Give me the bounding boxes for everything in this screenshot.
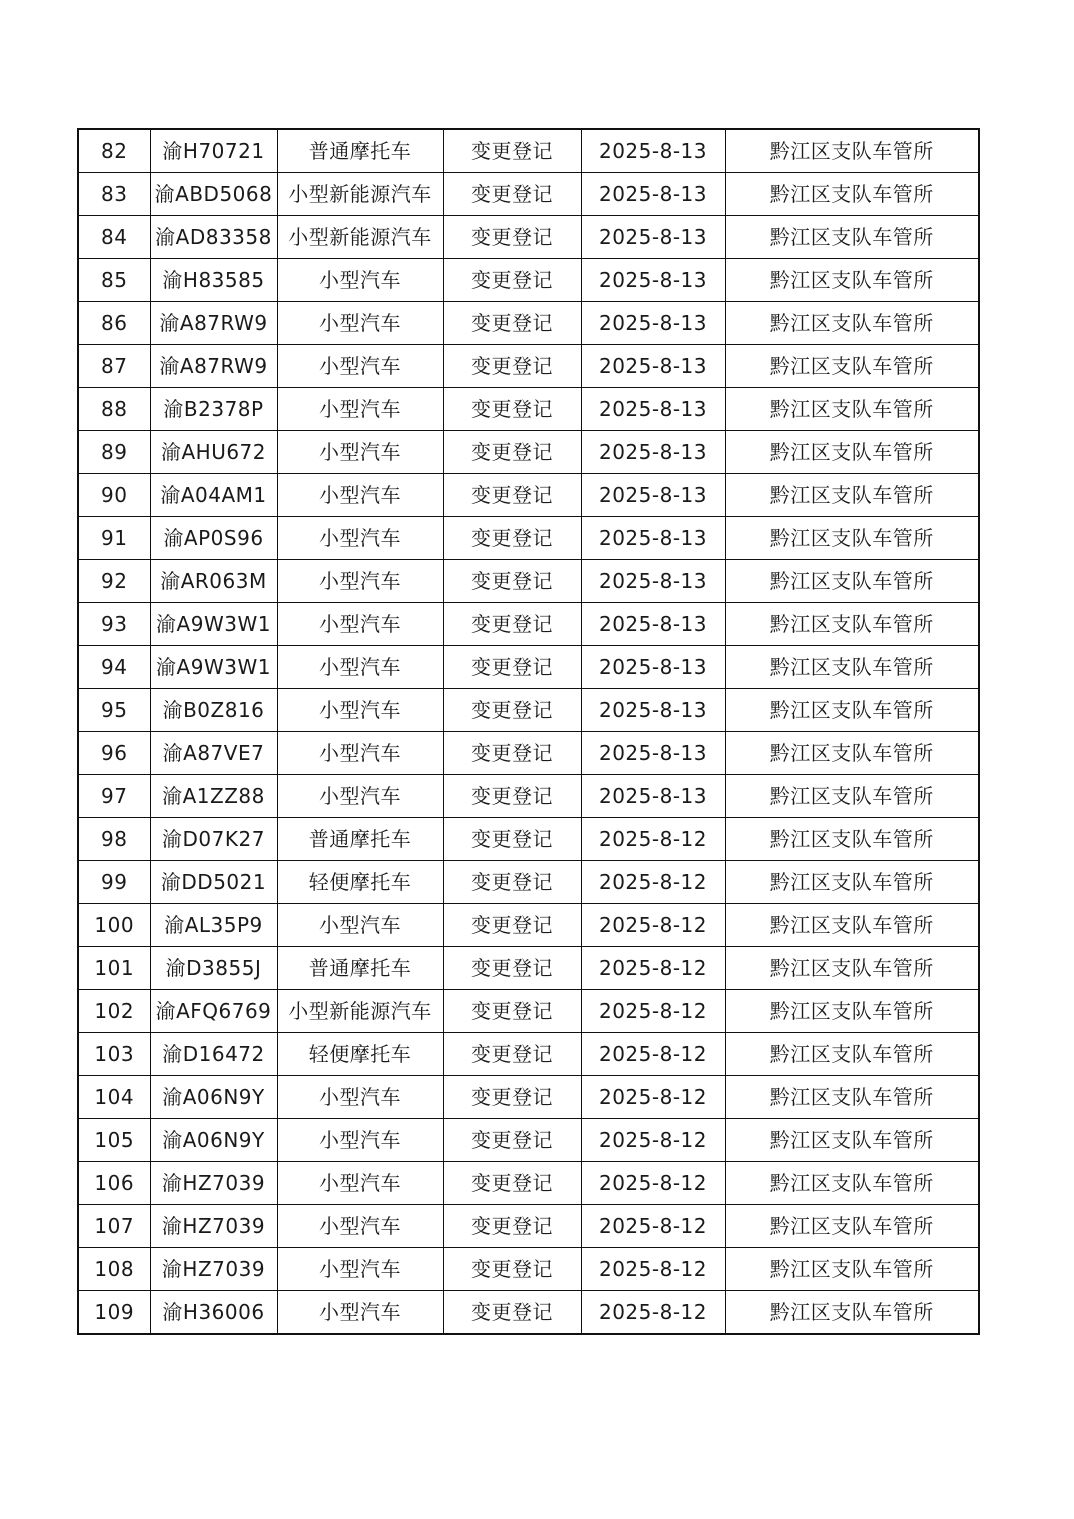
table-body — [78, 129, 979, 1334]
date-cell: 2025-8-12 — [581, 1205, 725, 1248]
office-cell: 黔江区支队车管所 — [725, 1205, 979, 1248]
plate-number-cell: 渝AR063M — [150, 560, 277, 603]
plate-number-cell: 渝H36006 — [150, 1291, 277, 1335]
business-type-cell: 变更登记 — [443, 775, 581, 818]
vehicle-type-cell: 普通摩托车 — [277, 818, 443, 861]
plate-number-cell: 渝A1ZZ88 — [150, 775, 277, 818]
date-cell: 2025-8-13 — [581, 129, 725, 173]
row-number-cell: 87 — [78, 345, 150, 388]
date-cell: 2025-8-13 — [581, 560, 725, 603]
business-type-cell: 变更登记 — [443, 216, 581, 259]
vehicle-type-cell: 小型汽车 — [277, 517, 443, 560]
vehicle-type-cell: 小型汽车 — [277, 1205, 443, 1248]
date-cell: 2025-8-12 — [581, 1076, 725, 1119]
row-number-cell: 99 — [78, 861, 150, 904]
table-row — [78, 474, 979, 517]
office-cell: 黔江区支队车管所 — [725, 732, 979, 775]
date-cell: 2025-8-13 — [581, 259, 725, 302]
vehicle-type-cell: 小型汽车 — [277, 1291, 443, 1335]
row-number-cell: 97 — [78, 775, 150, 818]
date-cell: 2025-8-13 — [581, 345, 725, 388]
business-type-cell: 变更登记 — [443, 818, 581, 861]
plate-number-cell: 渝AFQ6769 — [150, 990, 277, 1033]
table-row — [78, 517, 979, 560]
business-type-cell: 变更登记 — [443, 302, 581, 345]
office-cell: 黔江区支队车管所 — [725, 1162, 979, 1205]
office-cell: 黔江区支队车管所 — [725, 173, 979, 216]
office-cell: 黔江区支队车管所 — [725, 129, 979, 173]
date-cell: 2025-8-12 — [581, 904, 725, 947]
table-row — [78, 689, 979, 732]
table-row — [78, 1162, 979, 1205]
vehicle-type-cell: 小型汽车 — [277, 474, 443, 517]
office-cell: 黔江区支队车管所 — [725, 775, 979, 818]
business-type-cell: 变更登记 — [443, 1076, 581, 1119]
table-row — [78, 1076, 979, 1119]
office-cell: 黔江区支队车管所 — [725, 345, 979, 388]
table-row — [78, 259, 979, 302]
table-row — [78, 775, 979, 818]
business-type-cell: 变更登记 — [443, 259, 581, 302]
table-row — [78, 732, 979, 775]
date-cell: 2025-8-13 — [581, 388, 725, 431]
row-number-cell: 105 — [78, 1119, 150, 1162]
row-number-cell: 103 — [78, 1033, 150, 1076]
business-type-cell: 变更登记 — [443, 1033, 581, 1076]
business-type-cell: 变更登记 — [443, 345, 581, 388]
date-cell: 2025-8-13 — [581, 431, 725, 474]
row-number-cell: 108 — [78, 1248, 150, 1291]
office-cell: 黔江区支队车管所 — [725, 947, 979, 990]
table-row — [78, 1248, 979, 1291]
business-type-cell: 变更登记 — [443, 560, 581, 603]
plate-number-cell: 渝D07K27 — [150, 818, 277, 861]
plate-number-cell: 渝AL35P9 — [150, 904, 277, 947]
row-number-cell: 91 — [78, 517, 150, 560]
business-type-cell: 变更登记 — [443, 431, 581, 474]
plate-number-cell: 渝A87RW9 — [150, 345, 277, 388]
business-type-cell: 变更登记 — [443, 1291, 581, 1335]
business-type-cell: 变更登记 — [443, 1119, 581, 1162]
date-cell: 2025-8-13 — [581, 775, 725, 818]
plate-number-cell: 渝A06N9Y — [150, 1119, 277, 1162]
plate-number-cell: 渝D3855J — [150, 947, 277, 990]
vehicle-type-cell: 小型汽车 — [277, 1162, 443, 1205]
date-cell: 2025-8-13 — [581, 646, 725, 689]
row-number-cell: 107 — [78, 1205, 150, 1248]
vehicle-type-cell: 小型汽车 — [277, 1119, 443, 1162]
vehicle-type-cell: 小型汽车 — [277, 603, 443, 646]
business-type-cell: 变更登记 — [443, 173, 581, 216]
plate-number-cell: 渝A06N9Y — [150, 1076, 277, 1119]
row-number-cell: 101 — [78, 947, 150, 990]
vehicle-type-cell: 小型汽车 — [277, 732, 443, 775]
office-cell: 黔江区支队车管所 — [725, 302, 979, 345]
vehicle-type-cell: 普通摩托车 — [277, 129, 443, 173]
office-cell: 黔江区支队车管所 — [725, 517, 979, 560]
vehicle-type-cell: 小型汽车 — [277, 775, 443, 818]
office-cell: 黔江区支队车管所 — [725, 259, 979, 302]
table-row — [78, 646, 979, 689]
office-cell: 黔江区支队车管所 — [725, 990, 979, 1033]
table-row — [78, 431, 979, 474]
vehicle-type-cell: 轻便摩托车 — [277, 861, 443, 904]
office-cell: 黔江区支队车管所 — [725, 1076, 979, 1119]
plate-number-cell: 渝DD5021 — [150, 861, 277, 904]
table-row — [78, 990, 979, 1033]
office-cell: 黔江区支队车管所 — [725, 603, 979, 646]
business-type-cell: 变更登记 — [443, 732, 581, 775]
row-number-cell: 95 — [78, 689, 150, 732]
row-number-cell: 93 — [78, 603, 150, 646]
table-row — [78, 388, 979, 431]
date-cell: 2025-8-12 — [581, 818, 725, 861]
date-cell: 2025-8-13 — [581, 173, 725, 216]
row-number-cell: 89 — [78, 431, 150, 474]
table-row — [78, 1119, 979, 1162]
office-cell: 黔江区支队车管所 — [725, 818, 979, 861]
date-cell: 2025-8-12 — [581, 947, 725, 990]
business-type-cell: 变更登记 — [443, 603, 581, 646]
plate-number-cell: 渝HZ7039 — [150, 1248, 277, 1291]
plate-number-cell: 渝HZ7039 — [150, 1162, 277, 1205]
date-cell: 2025-8-12 — [581, 1033, 725, 1076]
date-cell: 2025-8-13 — [581, 517, 725, 560]
row-number-cell: 85 — [78, 259, 150, 302]
date-cell: 2025-8-13 — [581, 603, 725, 646]
date-cell: 2025-8-13 — [581, 302, 725, 345]
date-cell: 2025-8-12 — [581, 1291, 725, 1335]
date-cell: 2025-8-13 — [581, 689, 725, 732]
vehicle-type-cell: 小型汽车 — [277, 1248, 443, 1291]
date-cell: 2025-8-12 — [581, 1162, 725, 1205]
business-type-cell: 变更登记 — [443, 1248, 581, 1291]
vehicle-type-cell: 轻便摩托车 — [277, 1033, 443, 1076]
plate-number-cell: 渝A04AM1 — [150, 474, 277, 517]
row-number-cell: 109 — [78, 1291, 150, 1335]
vehicle-type-cell: 小型汽车 — [277, 1076, 443, 1119]
business-type-cell: 变更登记 — [443, 646, 581, 689]
office-cell: 黔江区支队车管所 — [725, 388, 979, 431]
office-cell: 黔江区支队车管所 — [725, 1291, 979, 1335]
table-row — [78, 1205, 979, 1248]
plate-number-cell: 渝B2378P — [150, 388, 277, 431]
business-type-cell: 变更登记 — [443, 990, 581, 1033]
table-row — [78, 818, 979, 861]
plate-number-cell: 渝ABD5068 — [150, 173, 277, 216]
business-type-cell: 变更登记 — [443, 1205, 581, 1248]
business-type-cell: 变更登记 — [443, 388, 581, 431]
table-row — [78, 904, 979, 947]
office-cell: 黔江区支队车管所 — [725, 431, 979, 474]
row-number-cell: 88 — [78, 388, 150, 431]
plate-number-cell: 渝A87VE7 — [150, 732, 277, 775]
row-number-cell: 100 — [78, 904, 150, 947]
table-row — [78, 216, 979, 259]
table-row — [78, 603, 979, 646]
vehicle-type-cell: 小型汽车 — [277, 560, 443, 603]
vehicle-type-cell: 小型汽车 — [277, 689, 443, 732]
plate-number-cell: 渝A9W3W1 — [150, 603, 277, 646]
date-cell: 2025-8-12 — [581, 861, 725, 904]
table-row — [78, 947, 979, 990]
row-number-cell: 90 — [78, 474, 150, 517]
plate-number-cell: 渝D16472 — [150, 1033, 277, 1076]
office-cell: 黔江区支队车管所 — [725, 646, 979, 689]
row-number-cell: 98 — [78, 818, 150, 861]
date-cell: 2025-8-13 — [581, 474, 725, 517]
business-type-cell: 变更登记 — [443, 861, 581, 904]
business-type-cell: 变更登记 — [443, 1162, 581, 1205]
vehicle-type-cell: 小型汽车 — [277, 302, 443, 345]
table-row — [78, 1033, 979, 1076]
office-cell: 黔江区支队车管所 — [725, 904, 979, 947]
vehicle-type-cell: 小型汽车 — [277, 904, 443, 947]
row-number-cell: 82 — [78, 129, 150, 173]
row-number-cell: 92 — [78, 560, 150, 603]
table-row — [78, 302, 979, 345]
row-number-cell: 102 — [78, 990, 150, 1033]
business-type-cell: 变更登记 — [443, 947, 581, 990]
table-row — [78, 861, 979, 904]
date-cell: 2025-8-12 — [581, 990, 725, 1033]
date-cell: 2025-8-13 — [581, 216, 725, 259]
office-cell: 黔江区支队车管所 — [725, 560, 979, 603]
plate-number-cell: 渝AD83358 — [150, 216, 277, 259]
vehicle-type-cell: 小型新能源汽车 — [277, 216, 443, 259]
date-cell: 2025-8-13 — [581, 732, 725, 775]
plate-number-cell: 渝HZ7039 — [150, 1205, 277, 1248]
office-cell: 黔江区支队车管所 — [725, 861, 979, 904]
vehicle-registration-table — [77, 128, 980, 1335]
plate-number-cell: 渝H83585 — [150, 259, 277, 302]
vehicle-type-cell: 小型汽车 — [277, 259, 443, 302]
vehicle-type-cell: 小型新能源汽车 — [277, 173, 443, 216]
row-number-cell: 94 — [78, 646, 150, 689]
table-row — [78, 173, 979, 216]
plate-number-cell: 渝H70721 — [150, 129, 277, 173]
office-cell: 黔江区支队车管所 — [725, 689, 979, 732]
office-cell: 黔江区支队车管所 — [725, 216, 979, 259]
office-cell: 黔江区支队车管所 — [725, 1033, 979, 1076]
plate-number-cell: 渝B0Z816 — [150, 689, 277, 732]
vehicle-type-cell: 小型汽车 — [277, 431, 443, 474]
table-row — [78, 560, 979, 603]
business-type-cell: 变更登记 — [443, 129, 581, 173]
row-number-cell: 106 — [78, 1162, 150, 1205]
plate-number-cell: 渝A9W3W1 — [150, 646, 277, 689]
vehicle-type-cell: 小型汽车 — [277, 388, 443, 431]
table-row — [78, 129, 979, 173]
table-row — [78, 345, 979, 388]
vehicle-type-cell: 普通摩托车 — [277, 947, 443, 990]
plate-number-cell: 渝A87RW9 — [150, 302, 277, 345]
vehicle-type-cell: 小型汽车 — [277, 345, 443, 388]
plate-number-cell: 渝AHU672 — [150, 431, 277, 474]
office-cell: 黔江区支队车管所 — [725, 1119, 979, 1162]
row-number-cell: 104 — [78, 1076, 150, 1119]
table-row — [78, 1291, 979, 1335]
business-type-cell: 变更登记 — [443, 517, 581, 560]
row-number-cell: 84 — [78, 216, 150, 259]
office-cell: 黔江区支队车管所 — [725, 474, 979, 517]
vehicle-type-cell: 小型新能源汽车 — [277, 990, 443, 1033]
row-number-cell: 83 — [78, 173, 150, 216]
office-cell: 黔江区支队车管所 — [725, 1248, 979, 1291]
date-cell: 2025-8-12 — [581, 1248, 725, 1291]
row-number-cell: 86 — [78, 302, 150, 345]
plate-number-cell: 渝AP0S96 — [150, 517, 277, 560]
business-type-cell: 变更登记 — [443, 904, 581, 947]
business-type-cell: 变更登记 — [443, 474, 581, 517]
vehicle-type-cell: 小型汽车 — [277, 646, 443, 689]
row-number-cell: 96 — [78, 732, 150, 775]
business-type-cell: 变更登记 — [443, 689, 581, 732]
date-cell: 2025-8-12 — [581, 1119, 725, 1162]
